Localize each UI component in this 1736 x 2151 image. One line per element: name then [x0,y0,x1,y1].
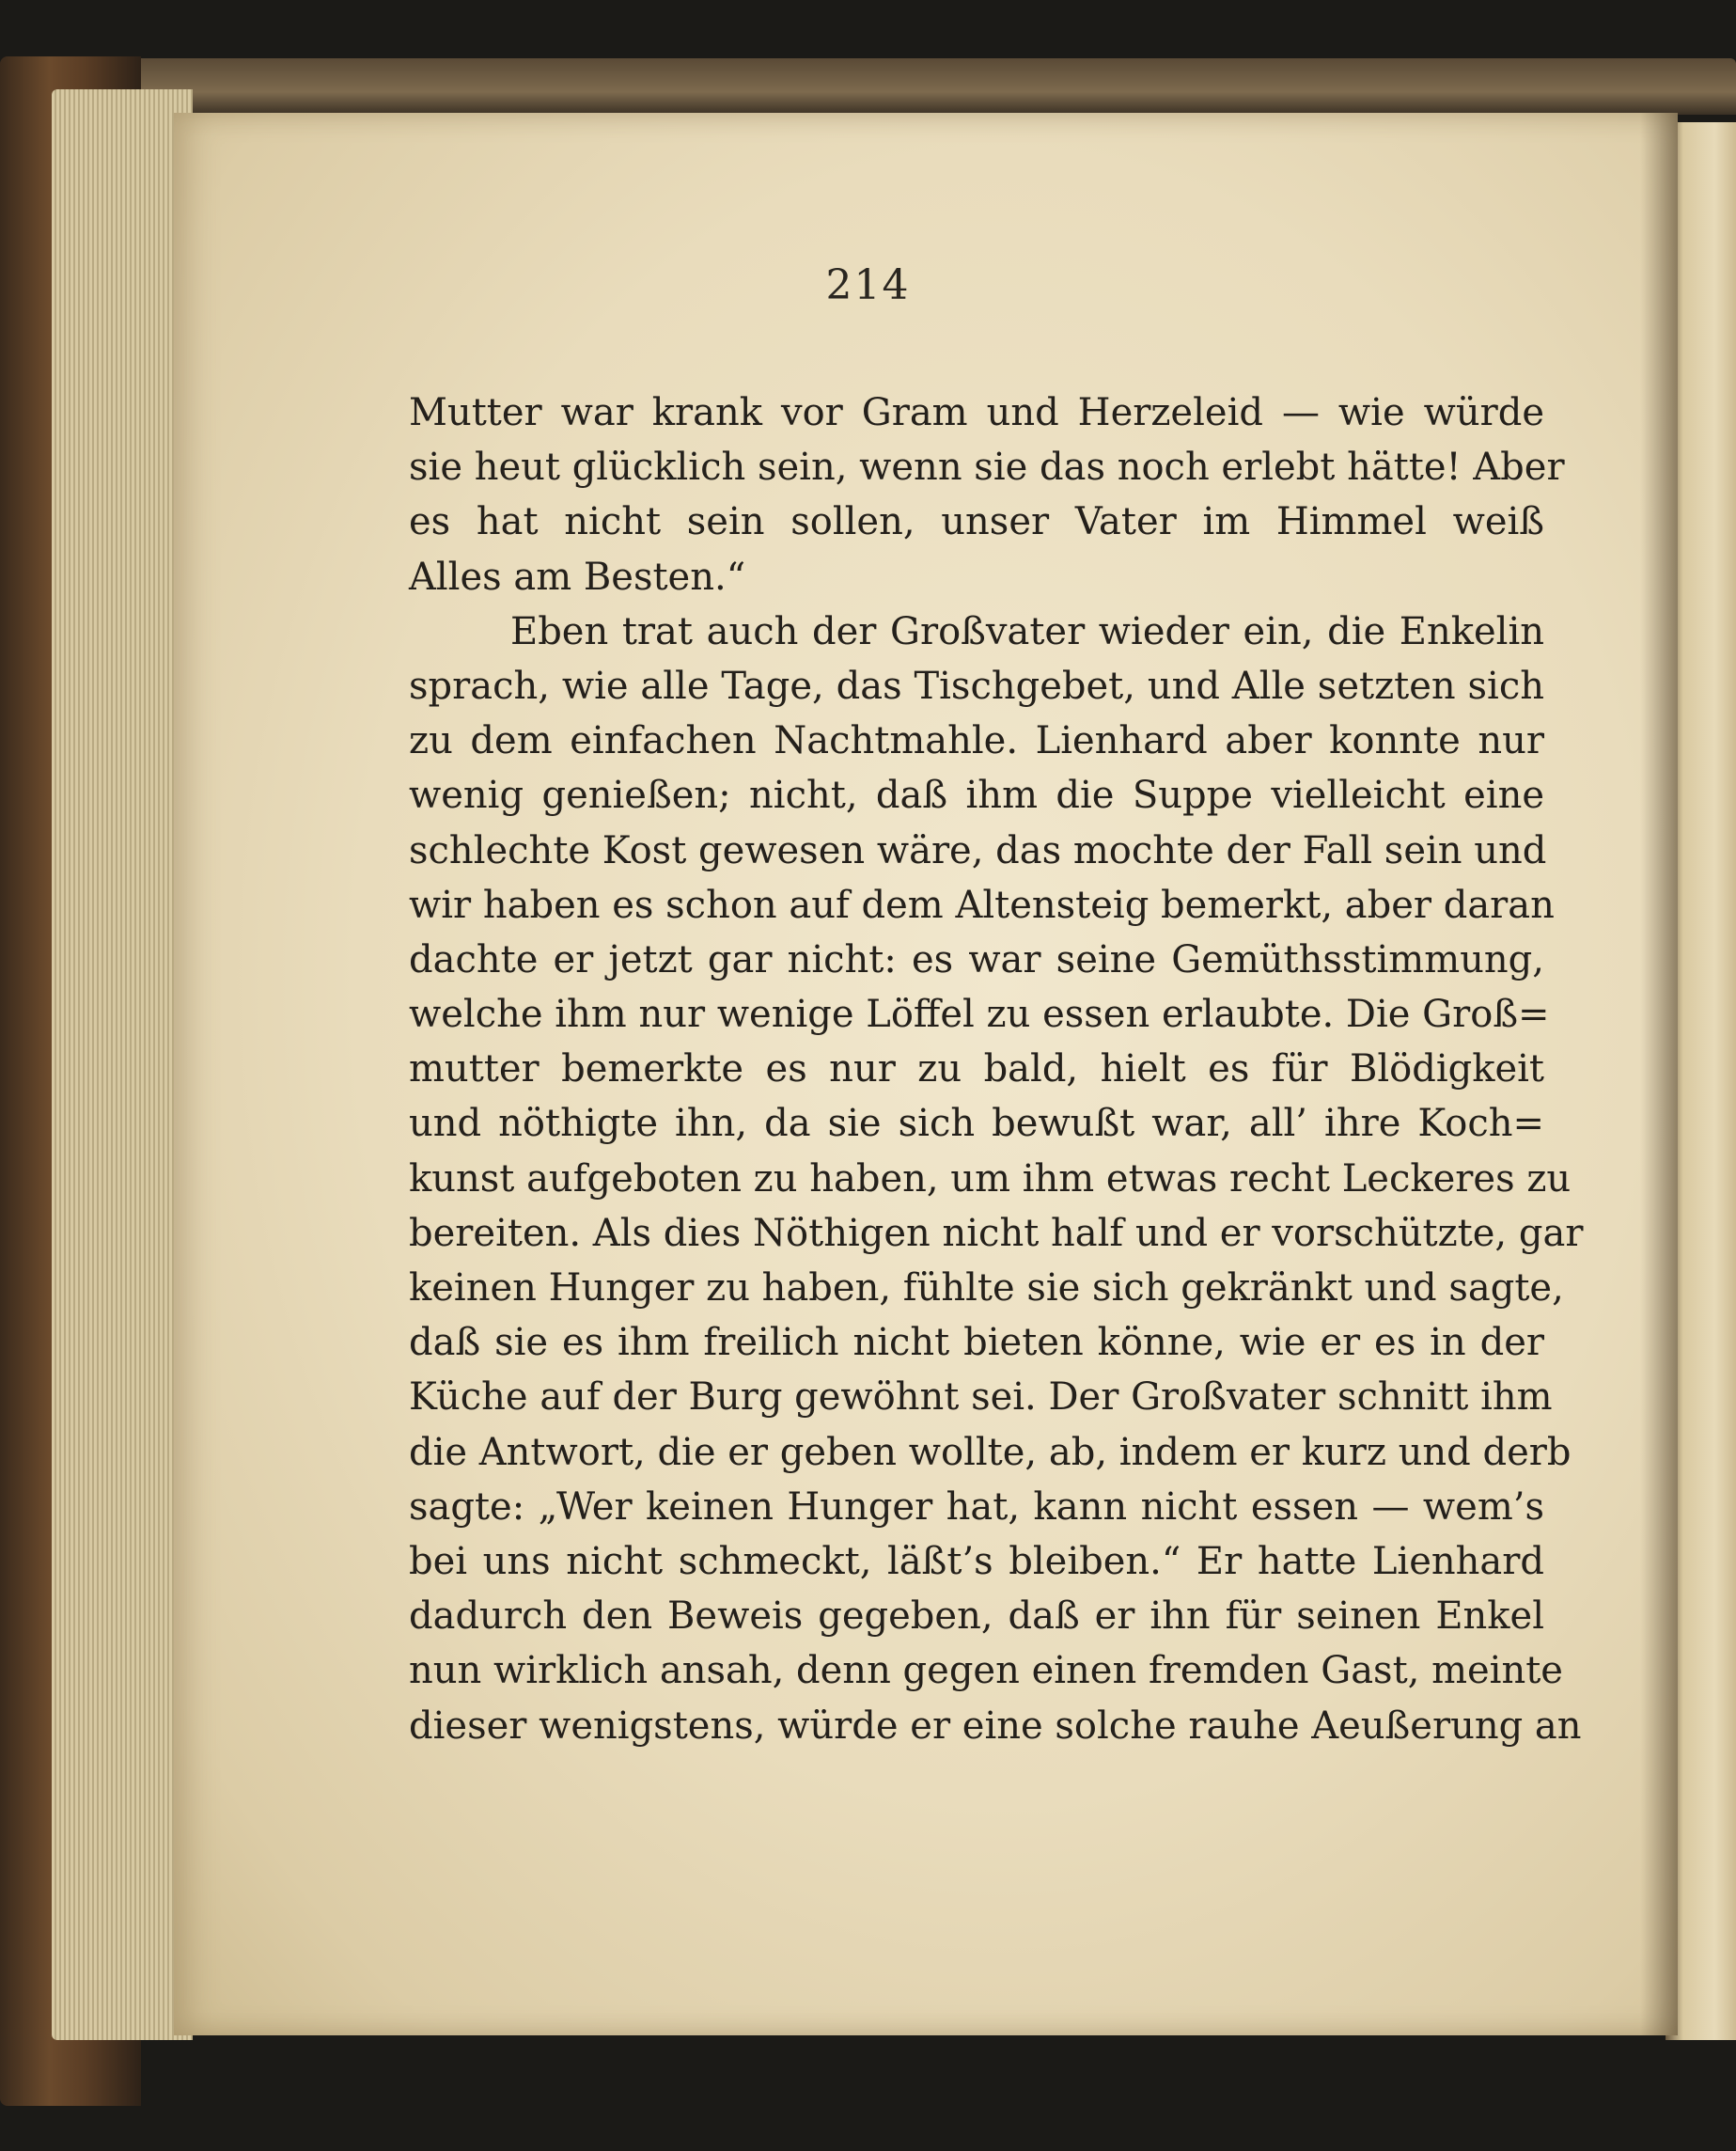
text-line: Eben trat auch der Großvater wieder ein, die Enkelin [510,609,1544,653]
text-line: nun wirklich ansah, denn gegen einen fremden Gast, meinte [409,1649,1563,1693]
text-line: kunst aufgeboten zu haben, um ihm etwas recht Leckeres zu [409,1156,1572,1201]
text-line: sie heut glücklich sein, wenn sie das noch erlebt hätte! Aber [409,446,1565,490]
text-line: Alles am Besten.“ [409,555,746,599]
text-line: zu dem einfachen Nachtmahle. Lienhard aber konnte nur [409,719,1544,763]
text-line: die Antwort, die er geben wollte, ab, indem er kurz und derb [409,1430,1572,1474]
spine-shadow [1640,113,1678,2035]
text-line: dieser wenigstens, würde er eine solche rauhe Aeußerung an [409,1704,1582,1748]
text-line: und nöthigte ihn, da sie sich bewußt war, all’ ihre Koch= [409,1102,1544,1146]
book-cover-top-edge [38,58,1736,115]
page-number: 214 [825,261,911,309]
text-line: schlechte Kost gewesen wäre, das mochte der Fall sein und [409,828,1547,872]
text-line: bereiten. Als dies Nöthigen nicht half und er vorschützte, gar [409,1211,1584,1255]
text-line: Küche auf der Burg gewöhnt sei. Der Großvater schnitt ihm [409,1375,1553,1420]
page-text [409,385,1584,1753]
text-line: Mutter war krank vor Gram und Herzeleid — wie würde [409,391,1544,434]
text-line: welche ihm nur wenige Löffel zu essen erlaubte. Die Groß= [409,993,1550,1037]
text-line: sagte: „Wer keinen Hunger hat, kann nicht essen — wem’s [409,1484,1544,1529]
text-line: daß sie es ihm freilich nicht bieten könne, wie er es in der [409,1321,1544,1365]
text-line: wir haben es schon auf dem Altensteig bemerkt, aber daran [409,883,1555,927]
text-line: dadurch den Beweis gegeben, daß er ihn für seinen Enkel [409,1594,1544,1639]
page-stack-edges [52,89,193,2040]
text-line: es hat nicht sein sollen, unser Vater im Himmel weiß [409,500,1544,544]
text-line: dachte er jetzt gar nicht: es war seine Gemüthsstimmung, [409,937,1544,981]
text-line: sprach, wie alle Tage, das Tischgebet, und Alle setzten sich [409,664,1544,708]
text-line: mutter bemerkte es nur zu bald, hielt es für Blödigkeit [409,1047,1544,1091]
text-line: keinen Hunger zu haben, fühlte sie sich gekränkt und sagte, [409,1266,1564,1310]
text-line: bei uns nicht schmeckt, läßt’s bleiben.“ Er hatte Lienhard [409,1539,1544,1583]
text-line: wenig genießen; nicht, daß ihm die Suppe vielleicht eine [409,774,1544,818]
